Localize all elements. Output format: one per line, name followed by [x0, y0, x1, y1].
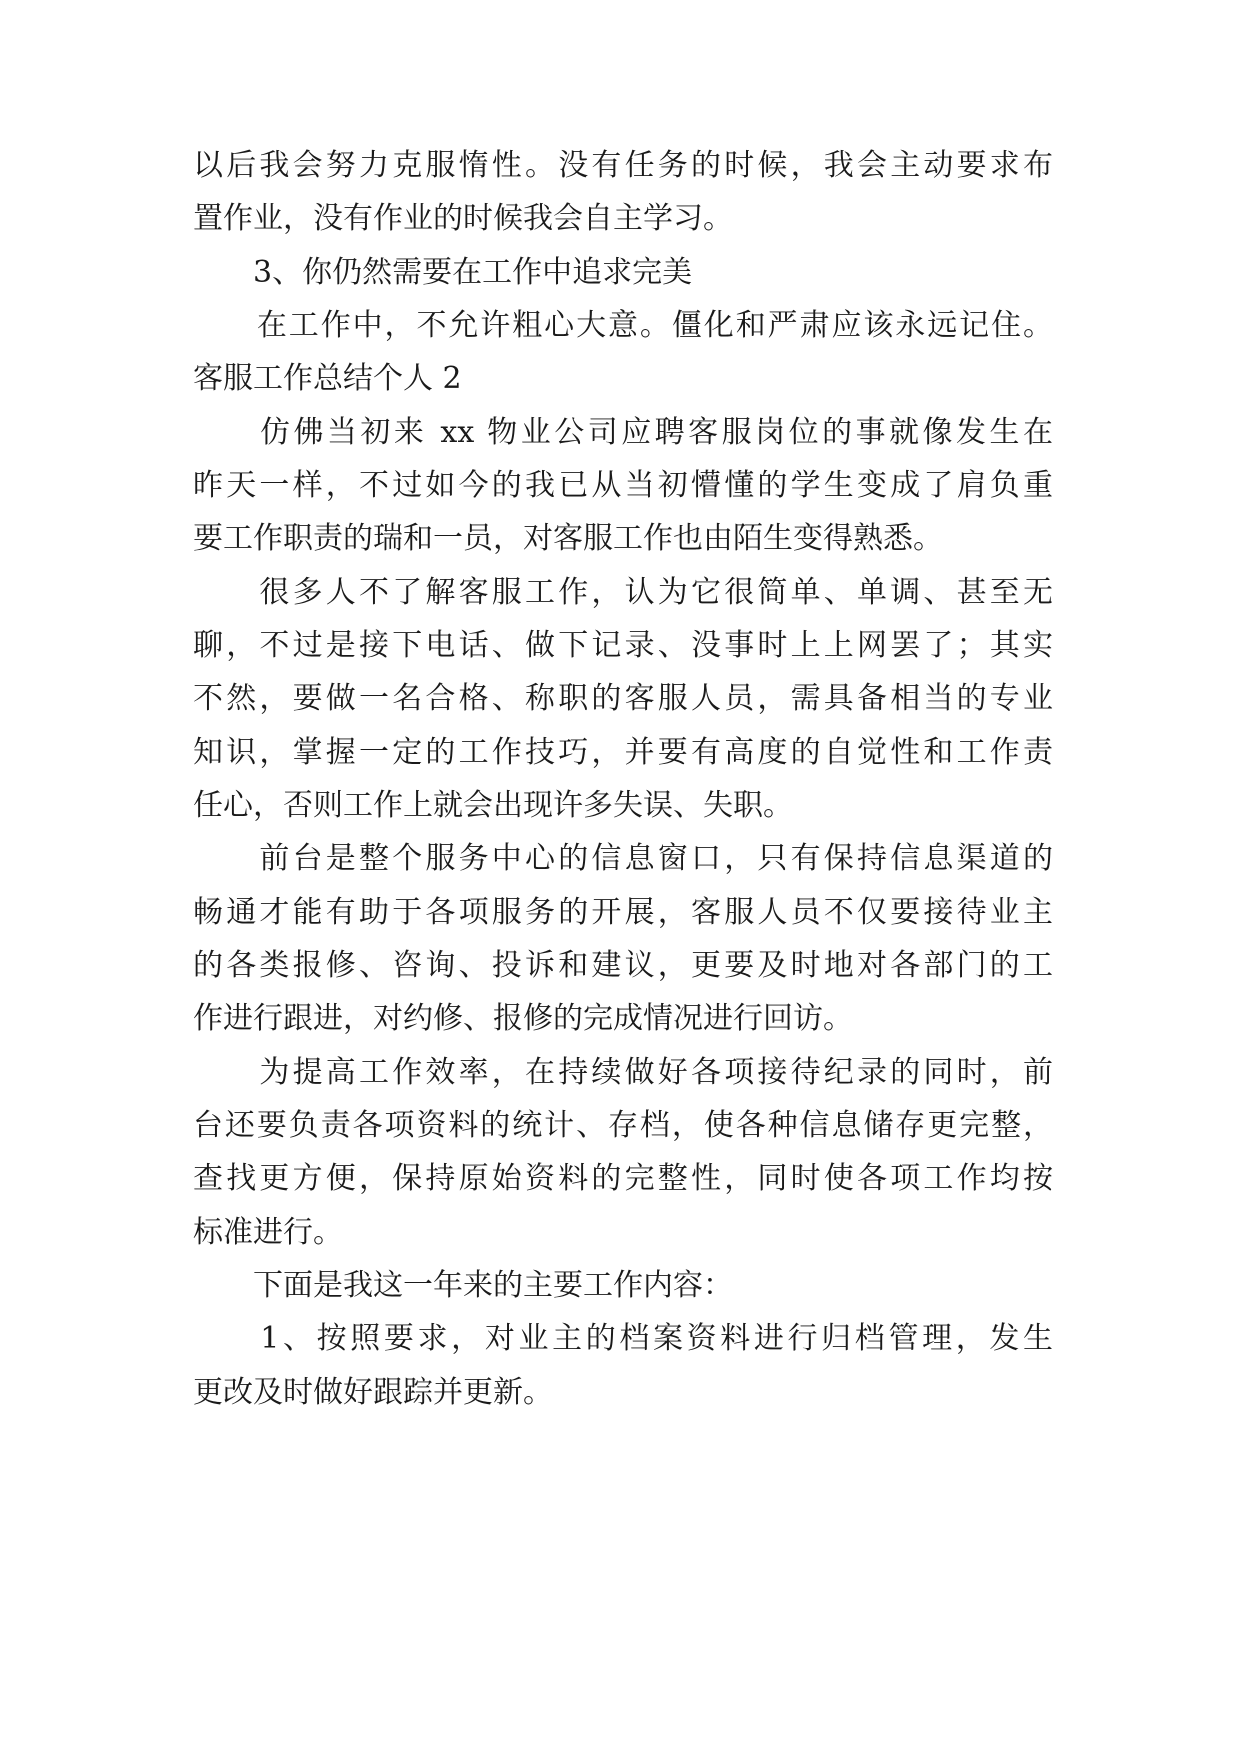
text-line: 昨天一样，不过如今的我已从当初懵懂的学生变成了肩负重 [193, 468, 1053, 503]
text-line: 要工作职责的瑞和一员，对客服工作也由陌生变得熟悉。 [193, 521, 943, 556]
text-line: 3、你仍然需要在工作中追求完美 [193, 255, 693, 290]
text-line: 前台是整个服务中心的信息窗口，只有保持信息渠道的 [193, 841, 1053, 876]
text-line: 知识，掌握一定的工作技巧，并要有高度的自觉性和工作责 [193, 735, 1053, 770]
text-line: 标准进行。 [193, 1215, 343, 1250]
text-line: 查找更方便，保持原始资料的完整性，同时使各项工作均按 [193, 1161, 1053, 1196]
text-line: 聊，不过是接下电话、做下记录、没事时上上网罢了；其实 [193, 628, 1053, 663]
text-line: 的各类报修、咨询、投诉和建议，更要及时地对各部门的工 [193, 948, 1053, 983]
text-line: 任心，否则工作上就会出现许多失误、失职。 [193, 788, 793, 823]
section-heading: 客服工作总结个人 2 [193, 361, 462, 396]
text-line: 为提高工作效率，在持续做好各项接待纪录的同时，前 [193, 1055, 1053, 1090]
text-line: 作进行跟进，对约修、报修的完成情况进行回访。 [193, 1001, 853, 1036]
text-line: 1、按照要求，对业主的档案资料进行归档管理，发生 [193, 1321, 1053, 1356]
text-line: 台还要负责各项资料的统计、存档，使各种信息储存更完整， [193, 1108, 1053, 1143]
text-line: 置作业，没有作业的时候我会自主学习。 [193, 201, 733, 236]
text-line: 更改及时做好跟踪并更新。 [193, 1375, 553, 1410]
text-line: 不然，要做一名合格、称职的客服人员，需具备相当的专业 [193, 681, 1053, 716]
text-line: 畅通才能有助于各项服务的开展，客服人员不仅要接待业主 [193, 895, 1053, 930]
text-line: 很多人不了解客服工作，认为它很简单、单调、甚至无 [193, 575, 1053, 610]
text-line: 仿佛当初来 xx 物业公司应聘客服岗位的事就像发生在 [193, 415, 1053, 450]
text-line: 下面是我这一年来的主要工作内容： [193, 1268, 733, 1303]
text-line: 以后我会努力克服惰性。没有任务的时候，我会主动要求布 [193, 148, 1053, 183]
text-line: 在工作中，不允许粗心大意。僵化和严肃应该永远记住。 [193, 308, 1053, 343]
